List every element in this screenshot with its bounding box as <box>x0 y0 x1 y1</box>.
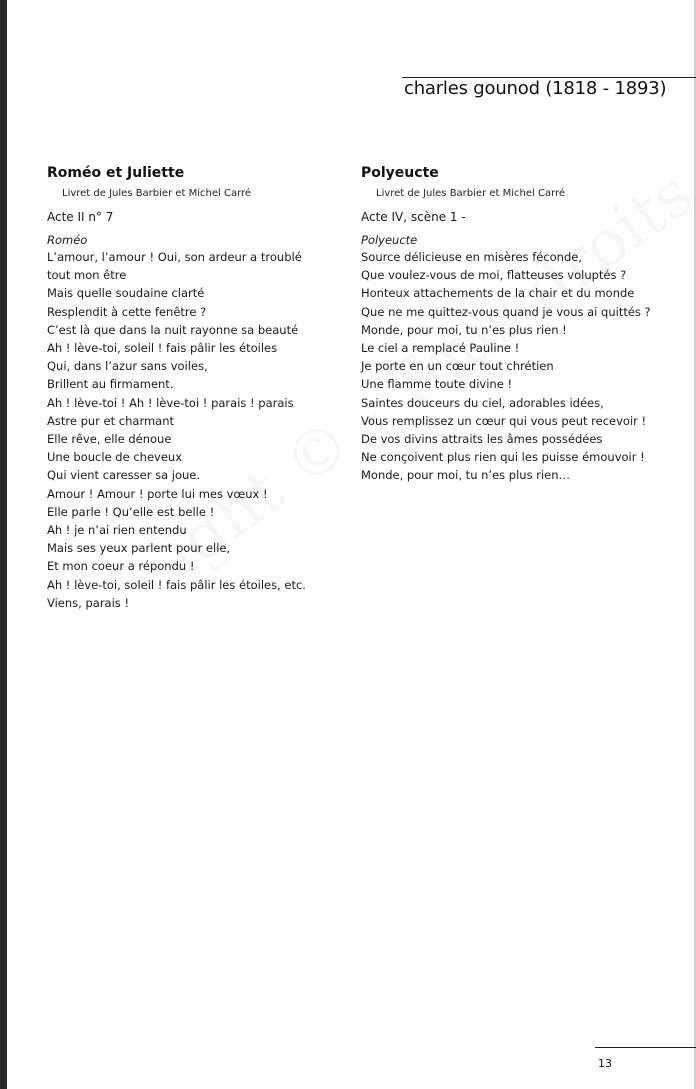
lyric-line: Qui vient caresser sa joue. <box>47 468 201 483</box>
lyric-line: Amour ! Amour ! porte lui mes vœux ! <box>47 486 268 501</box>
lyric-line: Honteux attachements de la chair et du monde <box>361 286 635 301</box>
lyric-line: Resplendit à cette fenêtre ? <box>47 304 207 319</box>
lyrics <box>47 248 347 612</box>
lyric-line: Viens, parais ! <box>47 595 130 610</box>
composer-heading: charles gounod (1818 - 1893) <box>404 78 667 99</box>
character-name: Roméo <box>47 233 88 247</box>
lyric-line: De vos divins attraits les âmes possédées <box>361 432 603 447</box>
page-number: 13 <box>598 1057 612 1070</box>
lyric-line: Elle rêve, elle dénoue <box>47 432 172 447</box>
polyeucte-section <box>361 163 661 485</box>
lyric-line: Ah ! lève-toi ! Ah ! lève-toi ! parais ! parais <box>47 395 294 410</box>
lyrics <box>361 248 661 485</box>
lyric-line: Une boucle de cheveux <box>47 450 183 465</box>
lyric-line: Et mon coeur a répondu ! <box>47 559 195 574</box>
lyric-line: Que voulez-vous de moi, flatteuses voluptés ? <box>361 268 627 283</box>
lyric-line: Mais ses yeux parlent pour elle, <box>47 541 231 556</box>
opera-title: Roméo et Juliette <box>47 165 185 181</box>
lyric-line: Monde, pour moi, tu n’es plus rien… <box>361 468 571 483</box>
librettists: Livret de Jules Barbier et Michel Carré <box>62 188 252 199</box>
lyric-line: tout mon être <box>47 268 127 283</box>
lyric-line: C’est là que dans la nuit rayonne sa beauté <box>47 322 299 337</box>
librettists: Livret de Jules Barbier et Michel Carré <box>376 188 566 199</box>
lyric-line: Ah ! lève-toi, soleil ! fais pâlir les étoiles, etc. <box>47 577 306 592</box>
romeo-et-juliette-section <box>47 163 347 612</box>
lyric-line: Le ciel a remplacé Pauline ! <box>361 341 520 356</box>
lyric-line: Source délicieuse en misères féconde, <box>361 250 583 264</box>
character-name: Polyeucte <box>361 233 418 247</box>
lyric-line: Brillent au firmament. <box>47 377 174 392</box>
lyric-line: Monde, pour moi, tu n’es plus rien ! <box>361 322 567 337</box>
page-edge-shadow <box>0 0 7 1089</box>
act-reference: Acte IV, scène 1 - <box>361 210 466 224</box>
lyric-line: Saintes douceurs du ciel, adorables idées, <box>361 395 604 410</box>
lyric-line: L’amour, l’amour ! Oui, son ardeur a troublé <box>47 250 302 264</box>
lyric-line: Qui, dans l’azur sans voiles, <box>47 359 208 374</box>
lyric-line: Astre pur et charmant <box>47 413 175 428</box>
act-reference: Acte II n° 7 <box>47 210 114 224</box>
footer-rule <box>595 1047 696 1048</box>
lyric-line: Elle parle ! Qu’elle est belle ! <box>47 504 215 519</box>
lyric-line: Une flamme toute divine ! <box>361 377 513 392</box>
lyric-line: Vous remplissez un cœur qui vous peut recevoir ! <box>361 413 647 428</box>
lyric-line: Ah ! je n’ai rien entendu <box>47 523 187 538</box>
lyric-line: Que ne me quittez-vous quand je vous ai quittés ? <box>361 304 651 319</box>
lyric-line: Ah ! lève-toi, soleil ! fais pâlir les étoiles <box>47 341 278 356</box>
opera-title: Polyeucte <box>361 165 439 181</box>
lyric-line: Mais quelle soudaine clarté <box>47 286 205 301</box>
lyric-line: Ne conçoivent plus rien qui les puisse émouvoir ! <box>361 450 645 465</box>
lyric-line: Je porte en un cœur tout chrétien <box>361 359 554 374</box>
